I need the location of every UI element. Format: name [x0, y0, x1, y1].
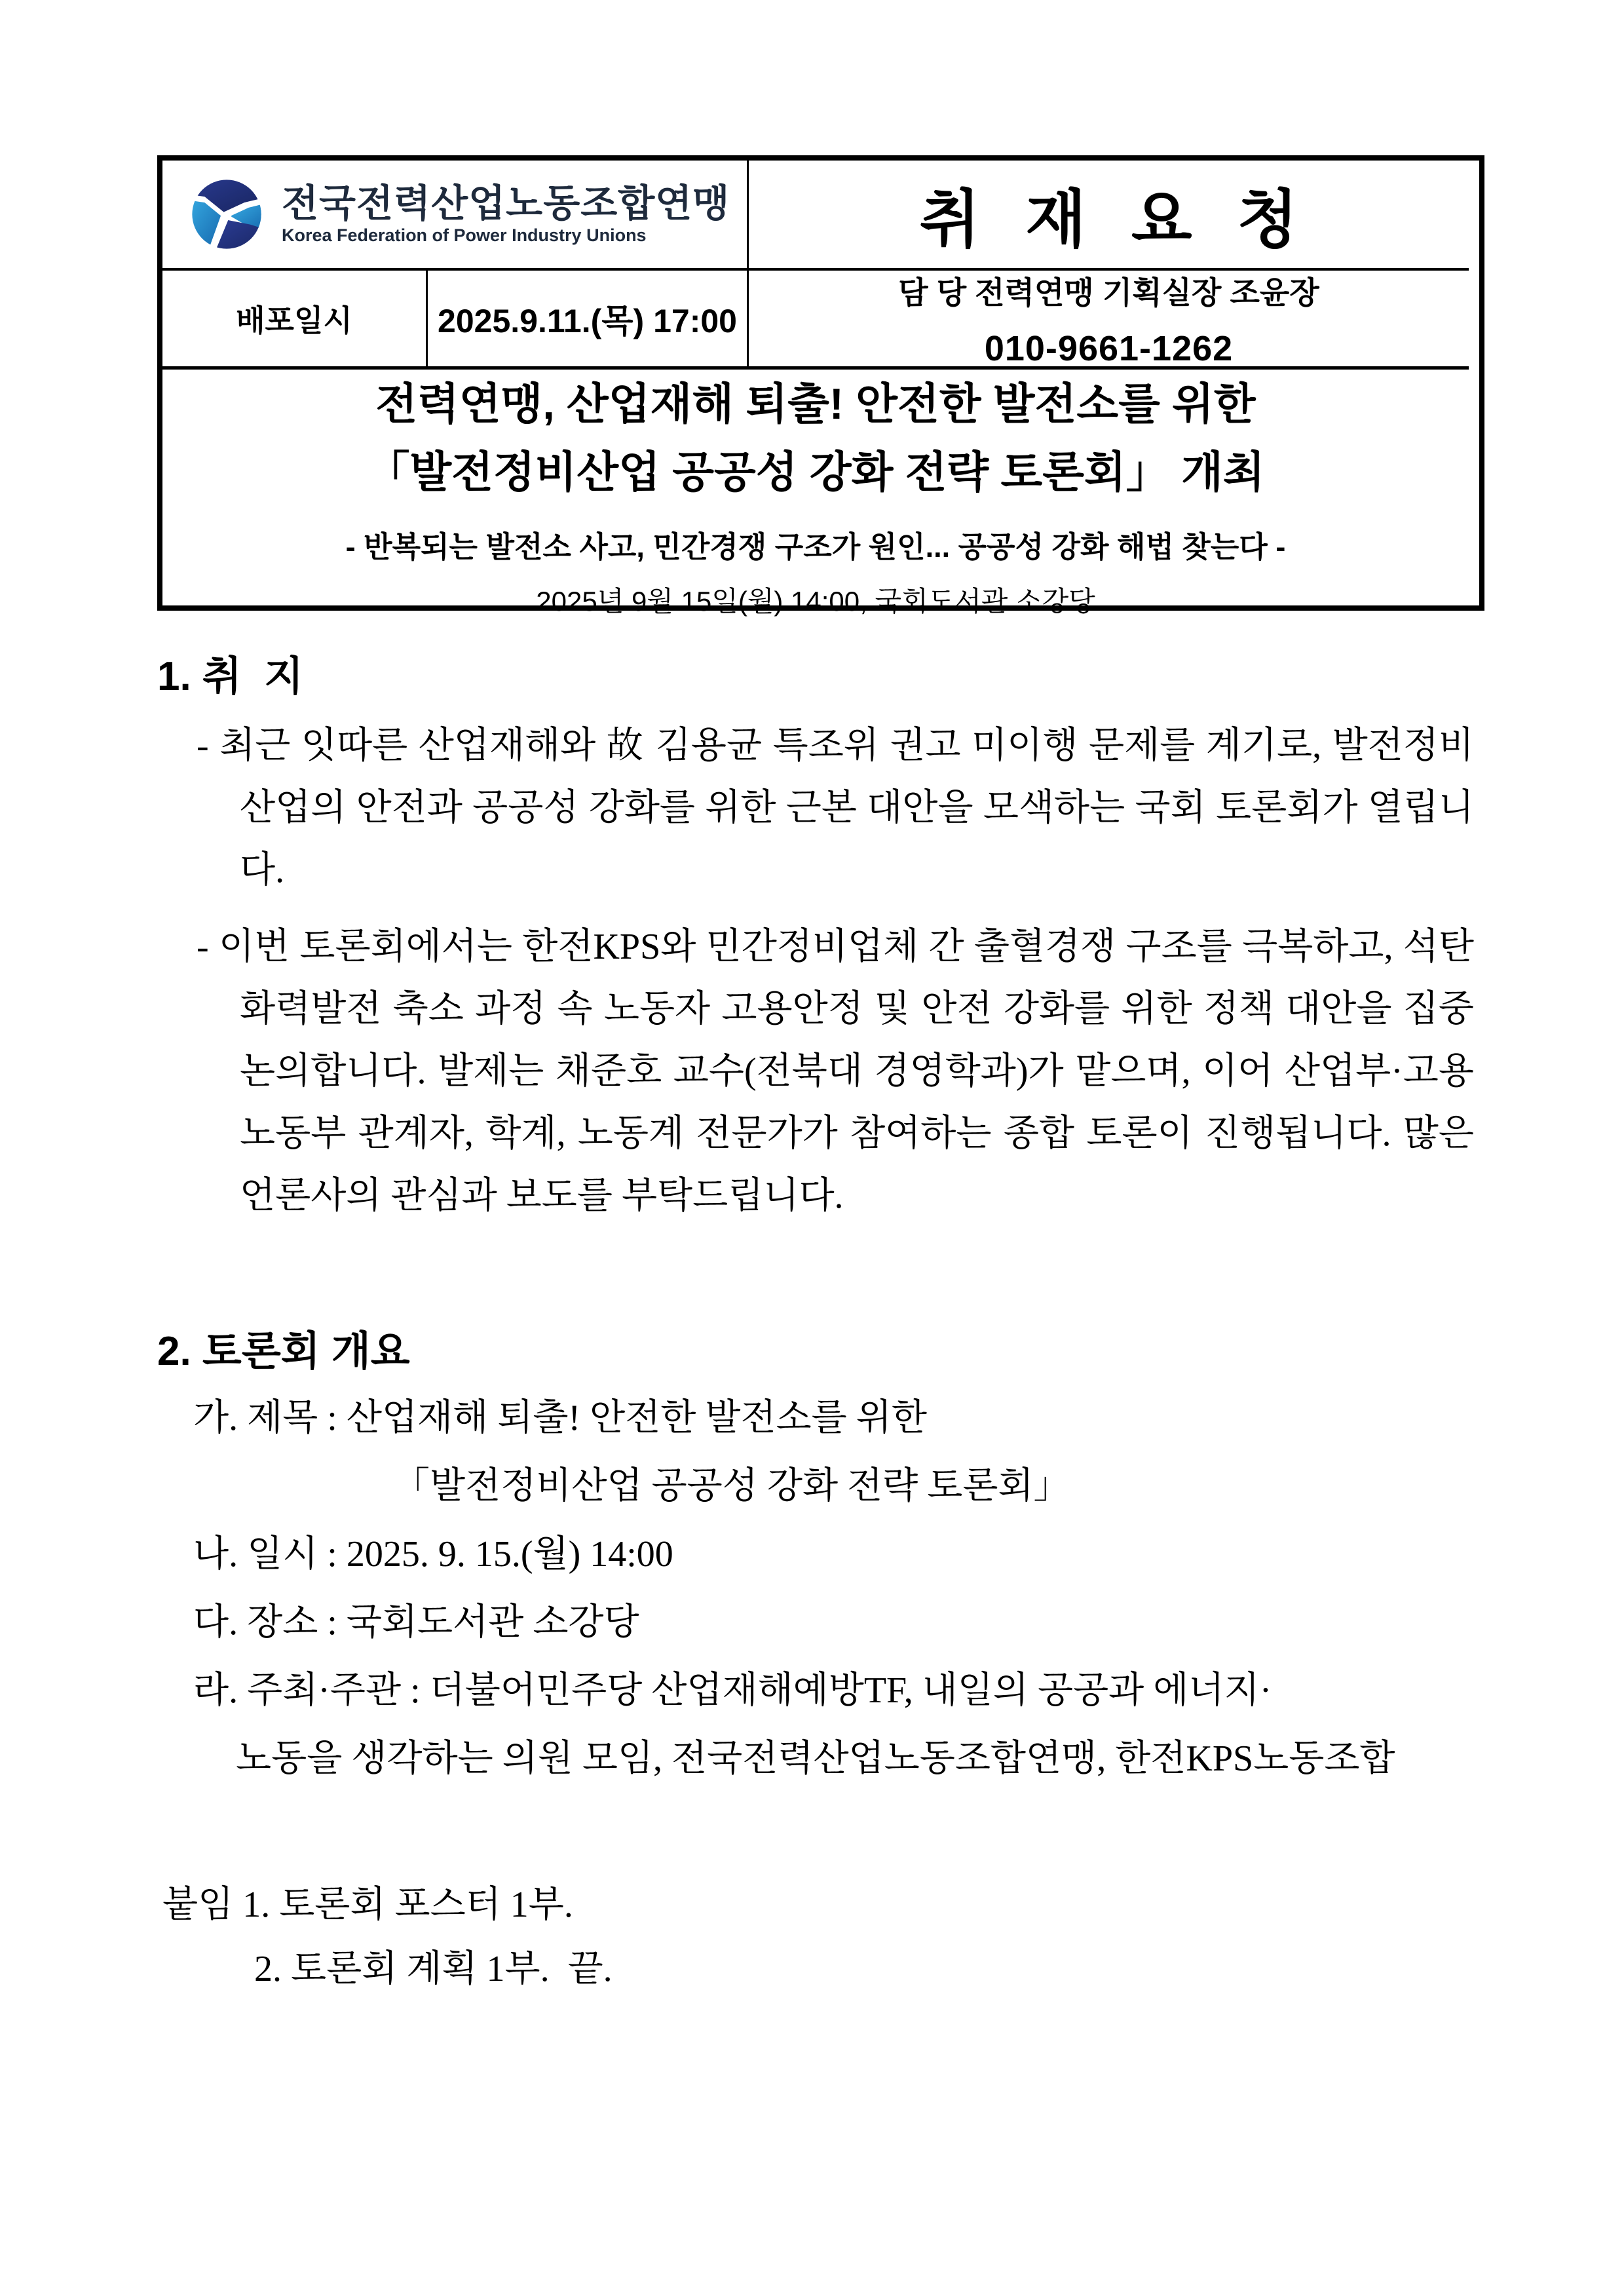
release-datetime-label: 배포일시	[236, 303, 352, 337]
overview-item-datetime: 나. 일시 : 2025. 9. 15.(월) 14:00	[193, 1534, 673, 1575]
doc-type-title: 취 재 요 청	[919, 184, 1312, 255]
contact-person: 담 당 전력연맹 기획실장 조윤장	[898, 275, 1319, 310]
headline-line2: 「발전정비산업 공공성 강화 전략 토론회」 개최	[366, 447, 1265, 496]
attachment-line2: 2. 토론회 계획 1부. 끝.	[254, 1949, 613, 1989]
section2-heading: 2. 토론회 개요	[157, 1329, 410, 1374]
overview-item-title: 가. 제목 : 산업재해 퇴출! 안전한 발전소를 위한	[193, 1398, 927, 1438]
section1-paragraph-2: - 이번 토론회에서는 한전KPS와 민간정비업체 간 출혈경쟁 구조를 극복하고, 석탄화력발전 축소 과정 속 노동자 고용안정 및 안전 강화를 위한 정책 대안을 집중 논의합니다. 발제는 채준호 교수(전북대 경영학과)가 맡으며, 이어 산업부·고용노동부 관계자, 학계, 노동계 전문가가 참여하는 종합 토론이 진행됩니다. 많은 언론사의 관심과 보도를 부탁드립니다.	[197, 927, 1474, 1216]
org-names	[282, 182, 730, 245]
org-name-korean: 전국전력산업노동조합연맹	[282, 182, 730, 225]
org-logo-cell	[162, 161, 749, 271]
release-datetime-value: 2025.9.11.(목) 17:00	[438, 303, 737, 339]
overview-item-venue: 다. 장소 : 국회도서관 소강당	[193, 1602, 639, 1643]
overview-item-hosts-line2: 노동을 생각하는 의원 모임, 전국전력산업노동조합연맹, 한전KPS노동조합	[236, 1738, 1395, 1779]
headline-subtitle: - 반복되는 발전소 사고, 민간경쟁 구조가 원인... 공공성 강화 해법 찾는다 -	[345, 529, 1286, 564]
doc-type-cell	[749, 161, 1469, 271]
header-table	[157, 155, 1484, 617]
section1-body	[197, 715, 1474, 1227]
headline-schedule: 2025년 9월 15일(월) 14:00, 국회도서관 소강당	[536, 585, 1095, 617]
headline-line1: 전력연맹, 산업재해 퇴출! 안전한 발전소를 위한	[375, 379, 1256, 428]
overview-item-hosts: 라. 주최·주관 : 더불어민주당 산업재해예방TF, 내일의 공공과 에너지·	[193, 1670, 1272, 1711]
contact-cell	[749, 271, 1469, 370]
contact-phone: 010-9661-1262	[984, 328, 1234, 368]
release-datetime-label-cell	[162, 271, 428, 370]
release-datetime-value-cell	[428, 271, 749, 370]
section1-paragraph-1: - 최근 잇따른 산업재해와 故 김용균 특조위 권고 미이행 문제를 계기로, 발전정비산업의 안전과 공공성 강화를 위한 근본 대안을 모색하는 국회 토론회가 열립니다.	[197, 725, 1474, 890]
overview-item-title-line2: 「발전정비산업 공공성 강화 전략 토론회」	[393, 1466, 1070, 1506]
headline-cell	[162, 370, 1469, 617]
org-name-english: Korea Federation of Power Industry Unions	[282, 225, 647, 245]
kfpiu-logo-icon	[190, 178, 263, 251]
attachment-line1: 붙임 1. 토론회 포스터 1부.	[162, 1885, 573, 1925]
section1-heading: 1. 취 지	[157, 654, 304, 699]
attachments-block	[162, 1873, 613, 2001]
section2-overview-list	[193, 1384, 1477, 1793]
